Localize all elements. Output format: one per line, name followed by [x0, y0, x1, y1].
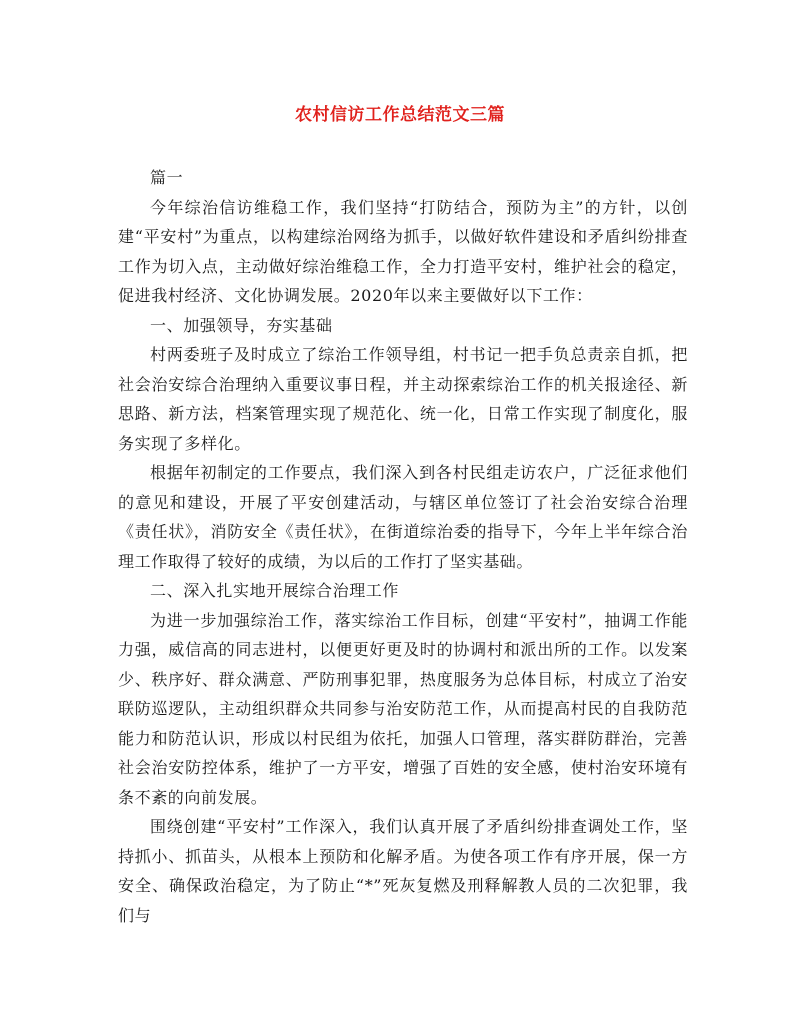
paragraph-intro: 今年综治信访维稳工作，我们坚持“打防结合，预防为主”的方针，以创建“平安村”为重点，以构建综治网络为抓手，以做好软件建设和矛盾纠纷排查工作为切入点，主动做好综治维稳工作，全力打造平安村，维护社会的稳定，促进我村经济、文化协调发展。2020年以来主要做好以下工作：	[118, 197, 688, 305]
paragraph-dispute-resolution: 围绕创建“平安村”工作深入，我们认真开展了矛盾纠纷排查调处工作，坚持抓小、抓苗头，从根本上预防和化解矛盾。为使各项工作有序开展，保一方安全、确保政治稳定，为了防止“*”死灰复燃及刑释解教人员的二次犯罪，我们与	[118, 817, 688, 925]
section-label: 篇一	[150, 168, 184, 187]
paragraph-work-plan: 根据年初制定的工作要点，我们深入到各村民组走访农户，广泛征求他们的意见和建设，开展了平安创建活动，与辖区单位签订了社会治安综合治理《责任状》，消防安全《责任状》，在街道综治委的指导下，今年上半年综合治理工作取得了较好的成绩，为以后的工作打了坚实基础。	[118, 463, 688, 571]
paragraph-leadership-group: 村两委班子及时成立了综治工作领导组，村书记一把手负总责亲自抓，把社会治安综合治理纳入重要议事日程，并主动探索综治工作的机关报途径、新思路、新方法，档案管理实现了规范化、统一化，日常工作实现了制度化，服务实现了多样化。	[118, 345, 688, 453]
document-body	[118, 163, 688, 930]
paragraph-patrol-team: 为进一步加强综治工作，落实综治工作目标，创建“平安村”，抽调工作能力强，威信高的同志进村，以便更好更及时的协调村和派出所的工作。以发案少、秩序好、群众满意、严防刑事犯罪，热度服务为总体目标，村成立了治安联防巡逻队，主动组织群众共同参与治安防范工作，从而提高村民的自我防范能力和防范认识，形成以村民组为依托，加强人口管理，落实群防群治，完善社会治安防控体系，维护了一方平安，增强了百姓的安全感，使村治安环境有条不紊的向前发展。	[118, 610, 688, 807]
heading-comprehensive-governance: 二、深入扎实地开展综合治理工作	[150, 581, 400, 600]
document-title: 农村信访工作总结范文三篇	[295, 105, 505, 125]
heading-strengthen-leadership: 一、加强领导，夯实基础	[150, 315, 333, 335]
